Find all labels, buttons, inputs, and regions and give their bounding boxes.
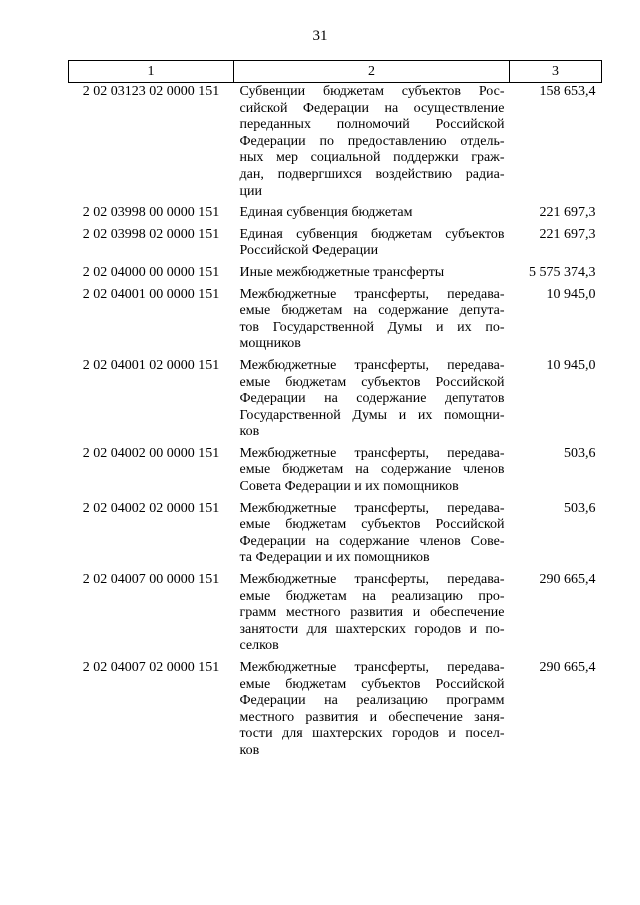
row-name-line: грамм местного развития и обеспечение — [239, 605, 505, 621]
row-name-line: Федерации на содержание членов Сове- — [239, 533, 505, 549]
row-name-line: занятости для шахтерских городов и по- — [239, 621, 505, 637]
row-name-line: Межбюджетные трансферты, передава- — [239, 572, 505, 588]
row-name-line: дан, подвергшихся воздействию радиа- — [239, 166, 505, 182]
row-name-line: сийской Федерации на осуществление — [239, 100, 505, 116]
budget-table — [68, 60, 602, 764]
table-body — [69, 83, 602, 764]
row-name-line: емые бюджетам на содержание членов — [239, 462, 505, 478]
table-row — [69, 226, 602, 264]
row-name-line: тов Государственной Думы и их по- — [239, 319, 505, 335]
row-name-cell — [234, 83, 510, 205]
page-number: 31 — [312, 28, 328, 44]
table-row — [69, 83, 602, 205]
row-code-cell: 2 02 03123 02 0000 151 — [82, 84, 220, 99]
row-name-cell — [234, 226, 510, 264]
row-name-line: емые бюджетам на содержание депута- — [239, 303, 505, 319]
table-row — [69, 357, 602, 445]
row-name-line: та Федерации и их помощников — [239, 550, 430, 566]
row-name-line: ции — [239, 183, 262, 199]
row-amount-cell: 5 575 374,3 — [529, 264, 596, 280]
row-name-line: Федерации на реализацию программ — [239, 693, 505, 709]
row-amount-cell: 10 945,0 — [546, 357, 596, 373]
row-name-line: Межбюджетные трансферты, передава- — [239, 286, 505, 302]
row-code-cell: 2 02 04002 02 0000 151 — [82, 500, 220, 516]
row-code-cell: 2 02 04001 00 0000 151 — [82, 286, 220, 302]
column-header-code: 1 — [69, 61, 234, 83]
row-amount-cell: 503,6 — [564, 500, 596, 516]
row-amount-cell: 290 665,4 — [539, 572, 596, 588]
row-name-line: ков — [239, 742, 260, 758]
row-name-cell — [234, 571, 510, 659]
row-name-line: Единая субвенция бюджетам — [239, 205, 413, 221]
row-name-line: Совета Федерации и их помощников — [239, 479, 459, 495]
row-name-line: Межбюджетные трансферты, передава- — [239, 660, 505, 675]
row-name-line: переданных полномочий Российской — [239, 117, 505, 133]
table-row — [69, 445, 602, 500]
row-name-line: Единая субвенция бюджетам субъектов — [239, 226, 505, 242]
row-name-line: Государственной Думы и их помощни- — [239, 407, 505, 423]
row-name-line: Федерации по предоставлению отдель- — [239, 133, 505, 149]
table-row — [69, 500, 602, 571]
column-header-amount: 3 — [510, 61, 602, 83]
row-name-line: Межбюджетные трансферты, передава- — [239, 500, 505, 516]
row-name-line: Иные межбюджетные трансферты — [239, 264, 445, 280]
table-row — [69, 204, 602, 226]
row-amount-cell: 221 697,3 — [539, 205, 596, 221]
row-code-cell: 2 02 04007 02 0000 151 — [82, 660, 220, 675]
budget-table-container — [68, 60, 601, 764]
row-name-cell — [234, 357, 510, 445]
table-row — [69, 659, 602, 764]
row-code-cell: 2 02 03998 02 0000 151 — [82, 226, 220, 242]
row-name-line: емые бюджетам субъектов Российской — [239, 517, 505, 533]
row-name-line: Федерации на содержание депутатов — [239, 391, 505, 407]
row-name-cell — [234, 500, 510, 571]
table-row — [69, 571, 602, 659]
row-name-line: селков — [239, 638, 279, 654]
row-name-cell — [234, 659, 510, 764]
row-name-line: тости для шахтерских городов и посел- — [239, 726, 505, 742]
row-name-line: Российской Федерации — [239, 243, 379, 259]
row-name-line: емые бюджетам субъектов Российской — [239, 374, 505, 390]
table-header-row — [69, 61, 602, 83]
row-name-cell — [234, 445, 510, 500]
row-amount-cell: 158 653,4 — [539, 84, 596, 99]
row-code-cell: 2 02 03998 00 0000 151 — [82, 205, 220, 221]
row-name-line: Межбюджетные трансферты, передава- — [239, 357, 505, 373]
row-name-line: мощников — [239, 336, 301, 352]
table-row — [69, 286, 602, 357]
row-name-line: местного развития и обеспечение заня- — [239, 709, 505, 725]
row-code-cell: 2 02 04002 00 0000 151 — [82, 445, 220, 461]
row-name-line: Межбюджетные трансферты, передава- — [239, 445, 505, 461]
row-amount-cell: 503,6 — [564, 445, 596, 461]
table-row — [69, 264, 602, 286]
row-amount-cell: 221 697,3 — [539, 226, 596, 242]
row-name-cell — [234, 286, 510, 357]
row-name-line: емые бюджетам субъектов Российской — [239, 676, 505, 692]
column-header-name: 2 — [234, 61, 510, 83]
row-name-line: Субвенции бюджетам субъектов Рос- — [239, 84, 505, 99]
row-amount-cell: 10 945,0 — [546, 286, 596, 302]
row-name-line: емые бюджетам на реализацию про- — [239, 588, 505, 604]
row-name-cell — [234, 264, 510, 286]
row-name-line: ков — [239, 424, 260, 440]
row-name-line: ных мер социальной поддержки граж- — [239, 150, 505, 166]
row-code-cell: 2 02 04000 00 0000 151 — [82, 264, 220, 280]
row-code-cell: 2 02 04001 02 0000 151 — [82, 357, 220, 373]
row-amount-cell: 290 665,4 — [539, 660, 596, 675]
row-name-cell — [234, 204, 510, 226]
row-code-cell: 2 02 04007 00 0000 151 — [82, 572, 220, 588]
